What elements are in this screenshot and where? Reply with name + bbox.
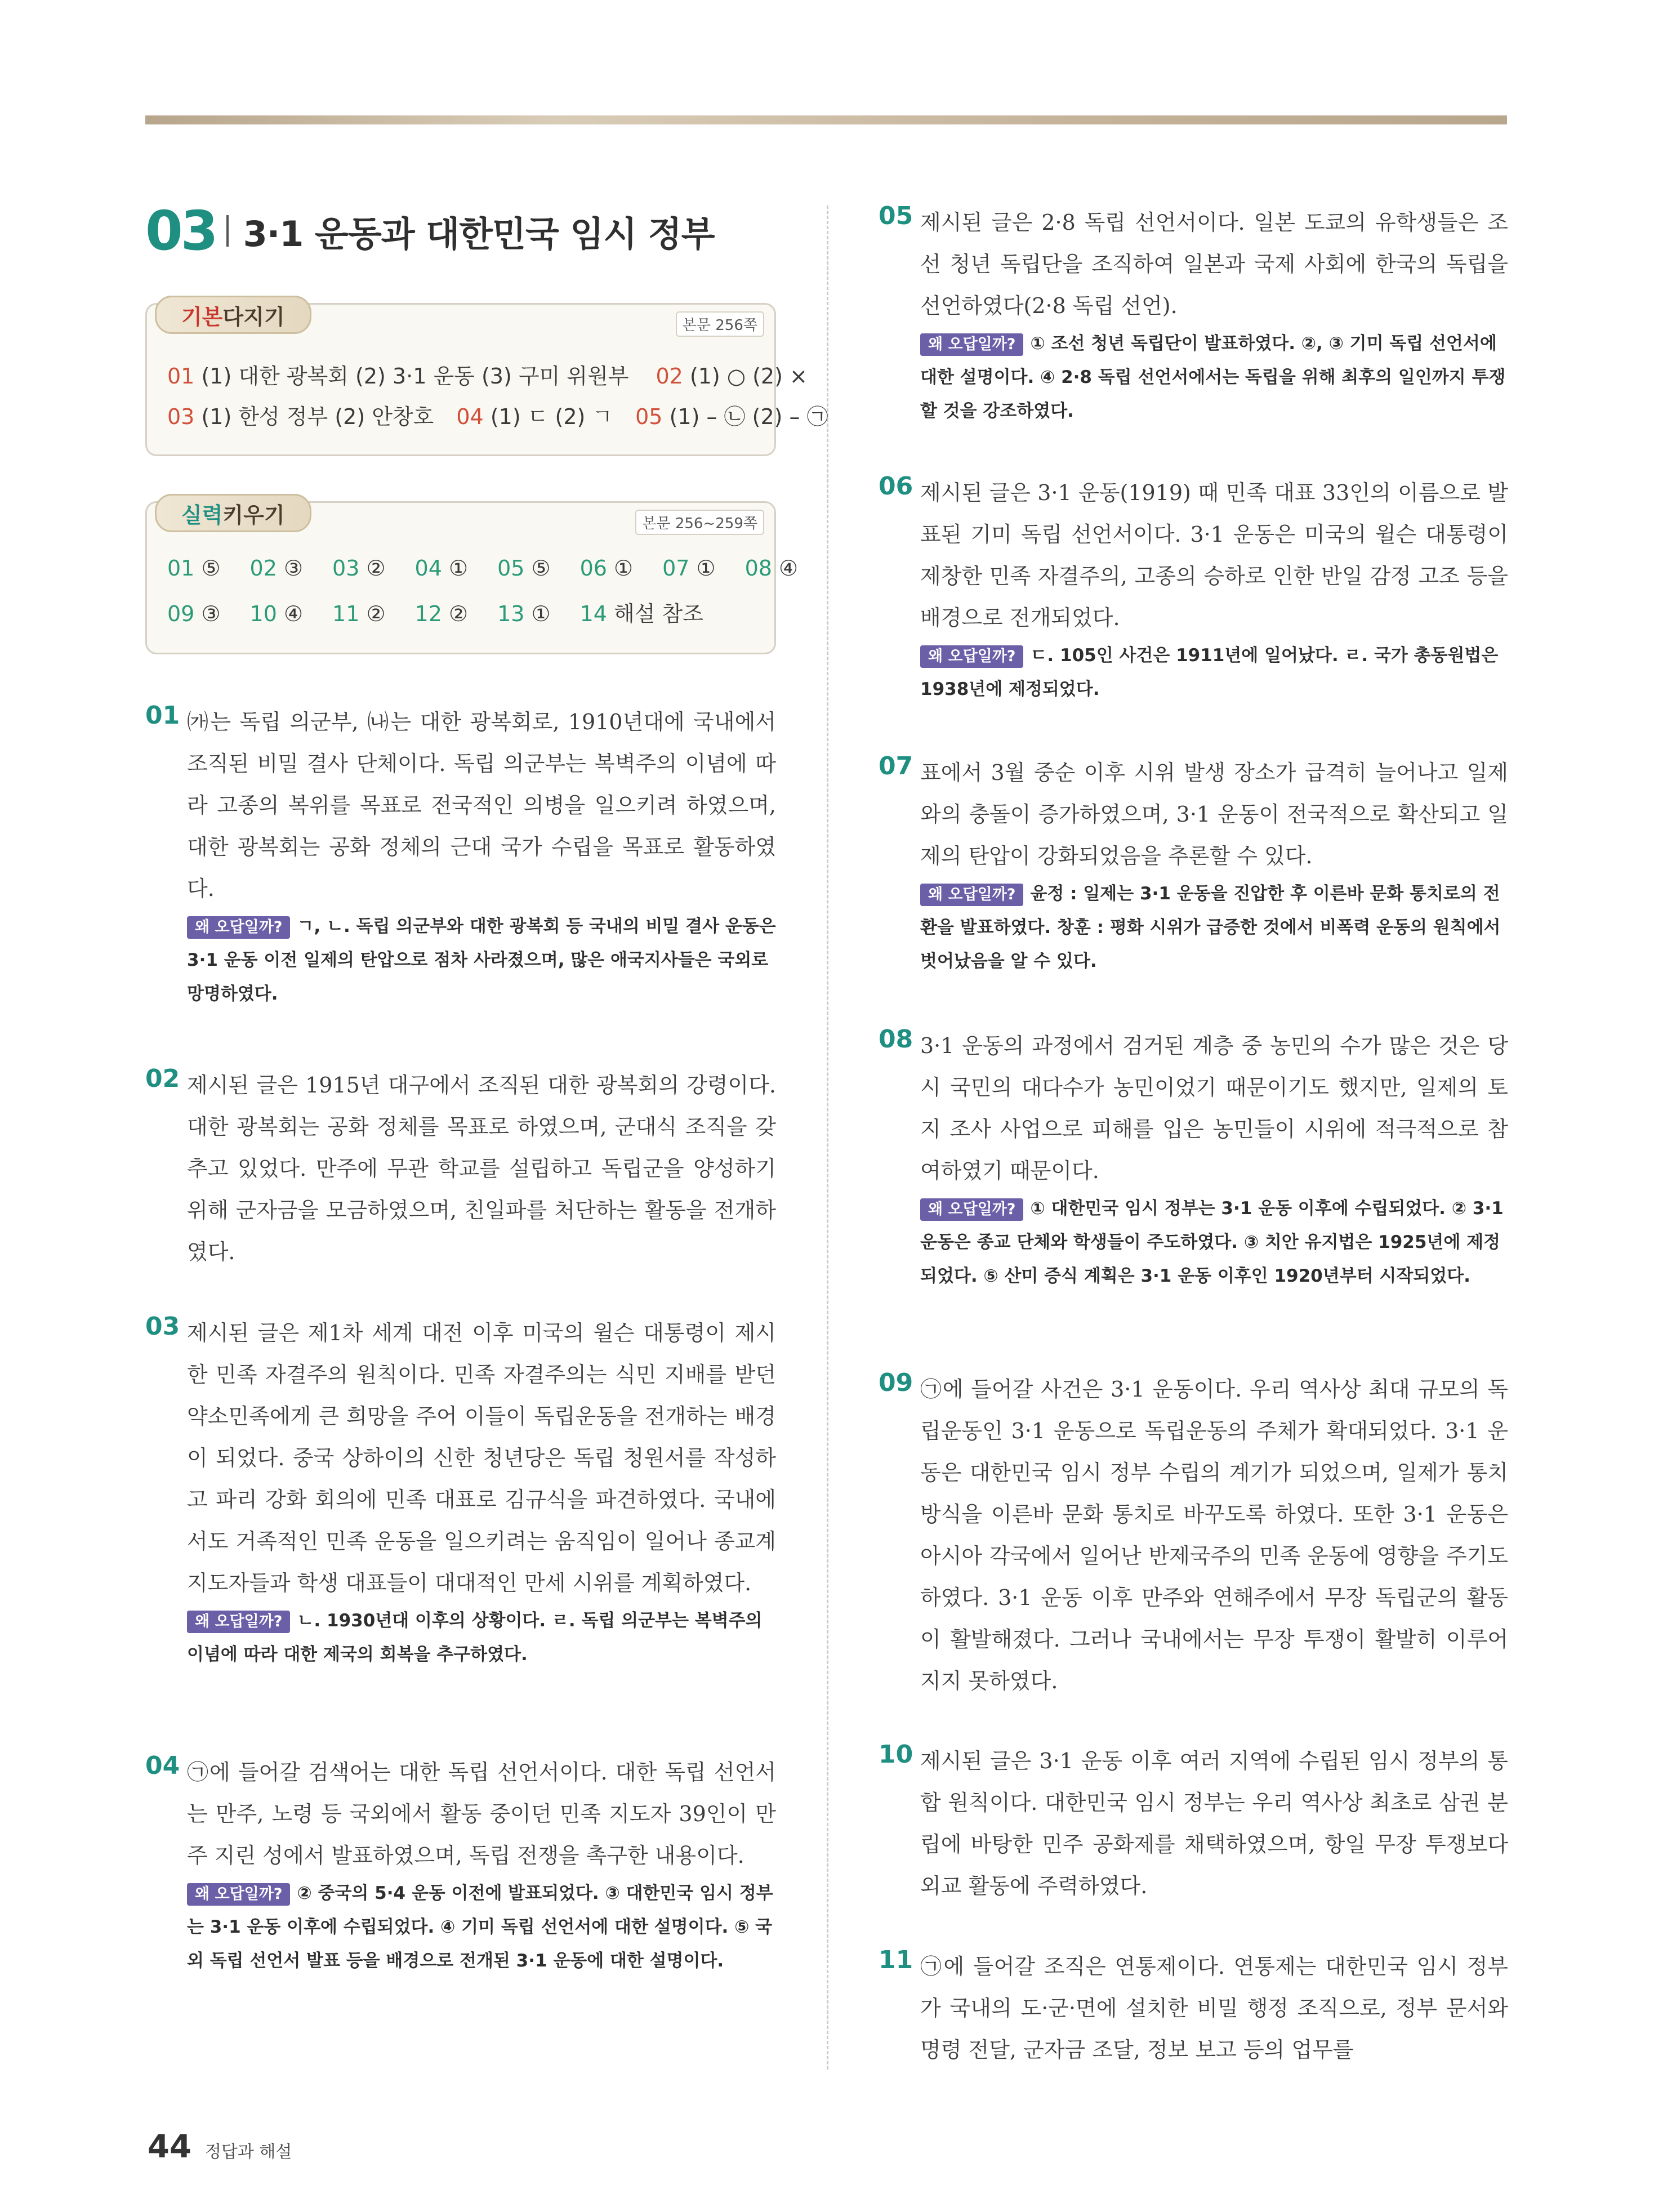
why-wrong-badge: 왜 오답일까? (920, 884, 1023, 906)
item-explanation: 제시된 글은 2·8 독립 선언서이다. 일본 도쿄의 유학생들은 조선 청년 독립단을 조직하여 일본과 국제 사회에 한국의 독립을 선언하였다(2·8 독립 선언). (920, 210, 1508, 318)
answer-num: 05 (635, 404, 663, 429)
why-wrong-badge: 왜 오답일까? (920, 645, 1023, 668)
item-number: 07 (879, 752, 913, 781)
item-number: 01 (145, 701, 180, 730)
answer-text: ② (442, 601, 469, 626)
answer-text: (1) ○ (2) × (683, 364, 808, 389)
item-explanation: ㉠에 들어갈 사건은 3·1 운동이다. 우리 역사상 최대 규모의 독립운동인 3·1 운동으로 독립운동의 주체가 확대되었다. 3·1 운동은 대한민국 임시 정부 수립의 계기가 되었으며, 일제가 통치 방식을 이른바 문화 통치로 바꾸도록 하였다. 또한 3·1 운동은 아시아 각국에서 일어난 반제국주의 민족 운동에 영향을 주기도 하였다. 3·1 운동 이후 만주와 연해주에서 무장 독립군의 활동이 활발해졌다. 그러나 국내에서는 무장 투쟁이 활발히 이루어지지 못하였다. (920, 1377, 1508, 1693)
answer-text: 해설 참조 (607, 601, 703, 626)
why-wrong-badge: 왜 오답일까? (187, 1611, 290, 1633)
answer-text: ① (689, 556, 716, 581)
why-wrong-text: 윤정 : 일제는 3·1 운동을 진압한 후 이른바 문화 통치로의 전환을 발표하였다. 창훈 : 평화 시위가 급증한 것에서 비폭력 운동의 원칙에서 벗어났음을 알 수 있다. (920, 884, 1501, 971)
why-wrong-note (187, 909, 776, 1011)
why-wrong-text: ㄴ. 1930년대 이후의 상황이다. ㄹ. 독립 의군부는 복벽주의 이념에 따라 대한 제국의 회복을 추구하였다. (187, 1611, 763, 1665)
page-footer (148, 2129, 292, 2165)
answer-num: 04 (456, 404, 484, 429)
why-wrong-badge: 왜 오답일까? (187, 1883, 290, 1906)
answer-text: (1) 대한 광복회 (2) 3·1 운동 (3) 구미 위원부 (194, 364, 629, 389)
page-number: 44 (148, 2129, 191, 2165)
item-explanation: ㉠에 들어갈 검색어는 대한 독립 선언서이다. 대한 독립 선언서는 만주, 노령 등 국외에서 활동 중이던 민족 지도자 39인이 만주 지린 성에서 발표하였으며, 독립 전쟁을 촉구한 내용이다. (187, 1760, 776, 1868)
answer-num: 01 (167, 364, 195, 389)
answer-text: ② (359, 556, 386, 581)
skill-line-1 (167, 556, 798, 581)
answer-text: ① (524, 601, 551, 626)
item-number: 10 (879, 1740, 913, 1769)
item-explanation: ㈎는 독립 의군부, ㈏는 대한 광복회로, 1910년대에 국내에서 조직된 비밀 결사 단체이다. 독립 의군부는 복벽주의 이념에 따라 고종의 복위를 목표로 전국적인 의병을 일으키려 하였으며, 대한 광복회는 공화 정체의 근대 국가 수립을 목표로 활동하였다. (187, 710, 776, 901)
answer-item-10 (879, 1740, 1508, 1907)
why-wrong-text: ① 대한민국 임시 정부는 3·1 운동 이후에 수립되었다. ② 3·1 운동은 종교 단체와 학생들이 주도하였다. ③ 치안 유지법은 1925년에 제정되었다. ⑤ 산미 증식 계획은 3·1 운동 이후인 1920년부터 시작되었다. (920, 1198, 1504, 1286)
column-divider (827, 206, 828, 2070)
why-wrong-note (187, 1604, 776, 1671)
answer-num: 03 (332, 556, 360, 581)
section-separator (226, 215, 229, 247)
answer-item-06 (879, 472, 1508, 706)
item-explanation: 3·1 운동의 과정에서 검거된 계층 중 농민의 수가 많은 것은 당시 국민의 대다수가 농민이었기 때문이기도 했지만, 일제의 토지 조사 사업으로 피해를 입은 농민들이 시위에 적극적으로 참여하였기 때문이다. (920, 1033, 1508, 1183)
answer-num: 10 (249, 601, 277, 626)
answer-num: 09 (167, 601, 195, 626)
answer-text: ① (607, 556, 634, 581)
answer-item-02 (145, 1064, 776, 1273)
answer-item-03 (145, 1312, 776, 1671)
why-wrong-badge: 왜 오답일까? (187, 916, 290, 939)
answer-num: 11 (332, 601, 360, 626)
answer-item-11 (879, 1946, 1508, 2071)
why-wrong-text: ② 중국의 5·4 운동 이전에 발표되었다. ③ 대한민국 임시 정부는 3·1 운동 이후에 수립되었다. ④ 기미 독립 선언서에 대한 설명이다. ⑤ 국외 독립 선언서 발표 등을 배경으로 전개된 3·1 운동에 대한 설명이다. (187, 1883, 773, 1971)
item-explanation: 제시된 글은 제1차 세계 대전 이후 미국의 윌슨 대통령이 제시한 민족 자결주의 원칙이다. 민족 자결주의는 식민 지배를 받던 약소민족에게 큰 희망을 주어 이들이 독립운동을 전개하는 배경이 되었다. 중국 상하이의 신한 청년당은 독립 청원서를 작성하고 파리 강화 회의에 민족 대표로 김규식을 파견하였다. 국내에서도 거족적인 민족 운동을 일으키려는 움직임이 일어나 종교계 지도자들과 학생 대표들이 대대적인 만세 시위를 계획하였다. (187, 1321, 776, 1595)
answer-num: 13 (497, 601, 525, 626)
item-number: 06 (879, 472, 913, 501)
why-wrong-note (920, 1192, 1508, 1293)
top-decorative-bar (145, 115, 1507, 124)
answer-text: ② (359, 601, 386, 626)
answer-item-07 (879, 752, 1508, 978)
skill-page-ref: 본문 256~259쪽 (635, 510, 764, 535)
why-wrong-note (920, 327, 1508, 428)
why-wrong-text: ㄷ. 105인 사건은 1911년에 일어났다. ㄹ. 국가 총동원법은 1938년에 제정되었다. (920, 645, 1499, 699)
item-number: 04 (145, 1751, 180, 1780)
basic-line-1 (167, 359, 808, 390)
section-header (145, 199, 715, 262)
basic-tab-prefix: 기본 (181, 304, 223, 329)
answer-text: (1) 한성 정부 (2) 안창호 (194, 404, 434, 429)
item-explanation: 제시된 글은 3·1 운동(1919) 때 민족 대표 33인의 이름으로 발표된 기미 독립 선언서이다. 3·1 운동은 미국의 윌슨 대통령이 제창한 민족 자결주의, 고종의 승하로 인한 반일 감정 고조 등을 배경으로 전개되었다. (920, 480, 1508, 630)
item-number: 03 (145, 1312, 180, 1341)
why-wrong-badge: 왜 오답일까? (920, 1198, 1023, 1221)
answer-num: 14 (579, 601, 607, 626)
answer-text: (1) ㄷ (2) ㄱ (483, 404, 613, 429)
item-explanation: 표에서 3월 중순 이후 시위 발생 장소가 급격히 늘어나고 일제와의 충돌이 증가하였으며, 3·1 운동이 전국적으로 확산되고 일제의 탄압이 강화되었음을 추론할 수 있다. (920, 760, 1508, 868)
section-number: 03 (145, 199, 216, 262)
basic-page-ref: 본문 256쪽 (676, 311, 764, 337)
item-number: 08 (879, 1025, 913, 1054)
why-wrong-note (920, 639, 1508, 706)
answer-text: ③ (194, 601, 221, 626)
item-number: 09 (879, 1368, 913, 1397)
item-explanation: 제시된 글은 3·1 운동 이후 여러 지역에 수립된 임시 정부의 통합 원칙이다. 대한민국 임시 정부는 우리 역사상 최초로 삼권 분립에 바탕한 민주 공화제를 채택하였으며, 항일 무장 투쟁보다 외교 활동에 주력하였다. (920, 1749, 1508, 1898)
item-number: 11 (879, 1946, 913, 1974)
answer-num: 12 (414, 601, 442, 626)
why-wrong-note (920, 877, 1508, 978)
basic-answer-box (145, 303, 828, 456)
answer-item-08 (879, 1025, 1508, 1293)
skill-answer-box (145, 501, 799, 654)
answer-text: (1) – ㉡ (2) – ㉠ (662, 404, 828, 429)
answer-num: 05 (497, 556, 525, 581)
answer-num: 06 (579, 556, 607, 581)
skill-tab-prefix: 실력 (181, 502, 223, 528)
answer-num: 02 (656, 364, 683, 389)
answer-text: ④ (277, 601, 304, 626)
answer-text: ③ (277, 556, 304, 581)
answer-num: 01 (167, 556, 195, 581)
section-title: 3·1 운동과 대한민국 임시 정부 (243, 213, 715, 255)
basic-line-2 (167, 399, 828, 430)
why-wrong-note (187, 1876, 776, 1978)
item-explanation: 제시된 글은 1915년 대구에서 조직된 대한 광복회의 강령이다. 대한 광복회는 공화 정체를 목표로 하였으며, 군대식 조직을 갖추고 있었다. 만주에 무관 학교를 설립하고 독립군을 양성하기 위해 군자금을 모금하였으며, 친일파를 처단하는 활동을 전개하였다. (187, 1073, 776, 1264)
answer-text: ⑤ (524, 556, 551, 581)
answer-item-01 (145, 701, 776, 1011)
answer-item-04 (145, 1751, 776, 1978)
why-wrong-text: ① 조선 청년 독립단이 발표하였다. ②, ③ 기미 독립 선언서에 대한 설명이다. ④ 2·8 독립 선언서에서는 독립을 위해 최후의 일인까지 투쟁할 것을 강조하였다. (920, 333, 1506, 421)
skill-tab-suffix: 키우기 (222, 502, 285, 528)
answer-text: ④ (772, 556, 799, 581)
answer-num: 04 (414, 556, 442, 581)
item-number: 05 (879, 202, 913, 230)
why-wrong-text: ㄱ, ㄴ. 독립 의군부와 대한 광복회 등 국내의 비밀 결사 운동은 3·1 운동 이전 일제의 탄압으로 점차 사라졌으며, 많은 애국지사들은 국외로 망명하였다. (187, 916, 776, 1004)
answer-num: 03 (167, 404, 195, 429)
footer-label: 정답과 해설 (204, 2142, 292, 2162)
skill-line-2 (167, 596, 703, 627)
basic-tab-suffix: 다지기 (222, 304, 285, 329)
answer-item-09 (879, 1368, 1508, 1702)
answer-num: 08 (744, 556, 772, 581)
item-explanation: ㉠에 들어갈 조직은 연통제이다. 연통제는 대한민국 임시 정부가 국내의 도·군·면에 설치한 비밀 행정 조직으로, 정부 문서와 명령 전달, 군자금 조달, 정보 보고 등의 업무를 (920, 1954, 1508, 2062)
item-number: 02 (145, 1064, 180, 1093)
answer-item-05 (879, 202, 1508, 428)
answer-text: ⑤ (194, 556, 221, 581)
skill-box-tab (155, 494, 311, 532)
basic-box-tab (155, 296, 311, 334)
answer-text: ① (442, 556, 469, 581)
answer-num: 02 (249, 556, 277, 581)
answer-num: 07 (662, 556, 690, 581)
why-wrong-badge: 왜 오답일까? (920, 333, 1023, 356)
